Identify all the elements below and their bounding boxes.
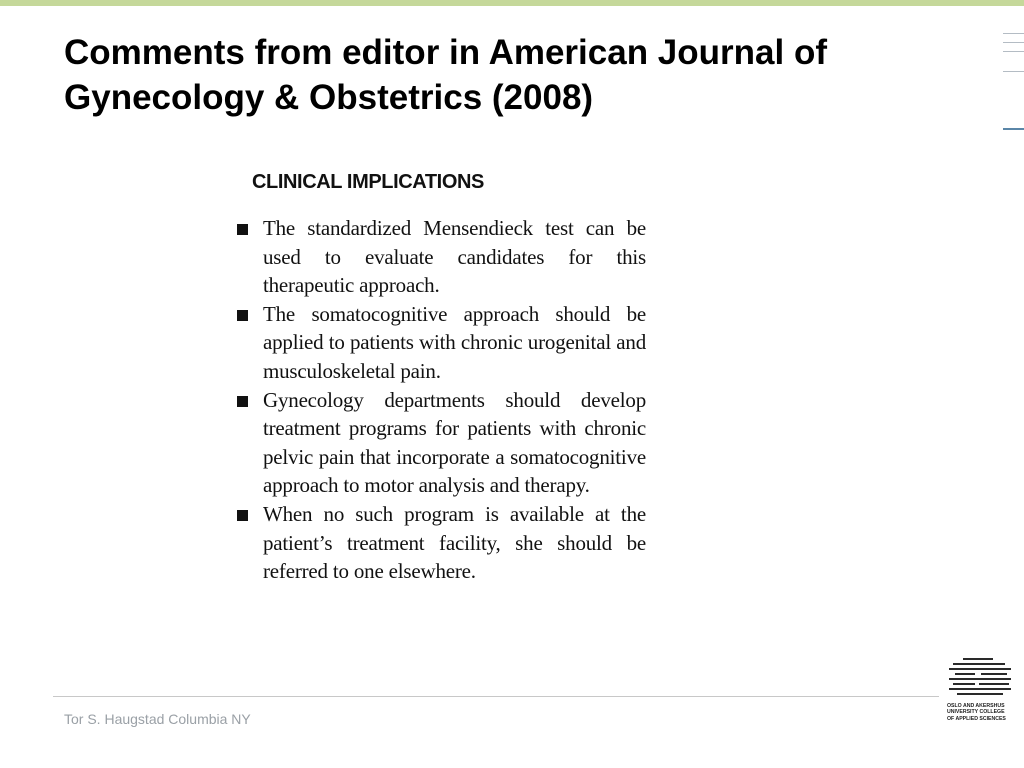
logo-text-line: OF APPLIED SCIENCES xyxy=(947,715,1006,722)
list-item-text: Gynecology departments should develop treatment programs for patients with chronic pelvic pain that incorporate a somatocognitive approach to motor analysis and therapy. xyxy=(263,387,646,498)
top-accent-bar xyxy=(0,0,1024,6)
logo-text xyxy=(947,703,1019,722)
square-bullet-icon xyxy=(237,396,248,407)
logo-mark-icon xyxy=(949,658,1011,700)
logo-text-line: UNIVERSITY COLLEGE xyxy=(947,709,1005,716)
clipping-heading: CLINICAL IMPLICATIONS xyxy=(252,171,484,193)
decorative-lines xyxy=(1003,33,1024,133)
clinical-implications-list xyxy=(234,214,646,586)
slide-title-line-1: Comments from editor in American Journal of xyxy=(64,33,827,72)
list-item xyxy=(234,386,646,500)
square-bullet-icon xyxy=(237,510,248,521)
slide-title xyxy=(64,30,944,120)
logo-text-line: OSLO AND AKERSHUS xyxy=(947,703,1005,709)
footer-author: Tor S. Haugstad Columbia NY xyxy=(64,711,251,727)
list-item-text: The somatocognitive approach should be applied to patients with chronic urogenital and musculoskeletal pain. xyxy=(263,301,646,383)
list-item xyxy=(234,300,646,386)
footer-divider xyxy=(53,696,939,697)
university-logo xyxy=(947,658,1017,728)
list-item-text: When no such program is available at the patient’s treatment facility, she should be referred to one elsewhere. xyxy=(263,501,646,584)
list-item xyxy=(234,500,646,586)
list-item xyxy=(234,214,646,300)
slide-title-line-2: Gynecology & Obstetrics (2008) xyxy=(64,78,594,117)
list-item-text: The standardized Mensendieck test can be used to evaluate candidates for this therapeutic approach. xyxy=(263,216,646,298)
square-bullet-icon xyxy=(237,224,248,235)
square-bullet-icon xyxy=(237,310,248,321)
